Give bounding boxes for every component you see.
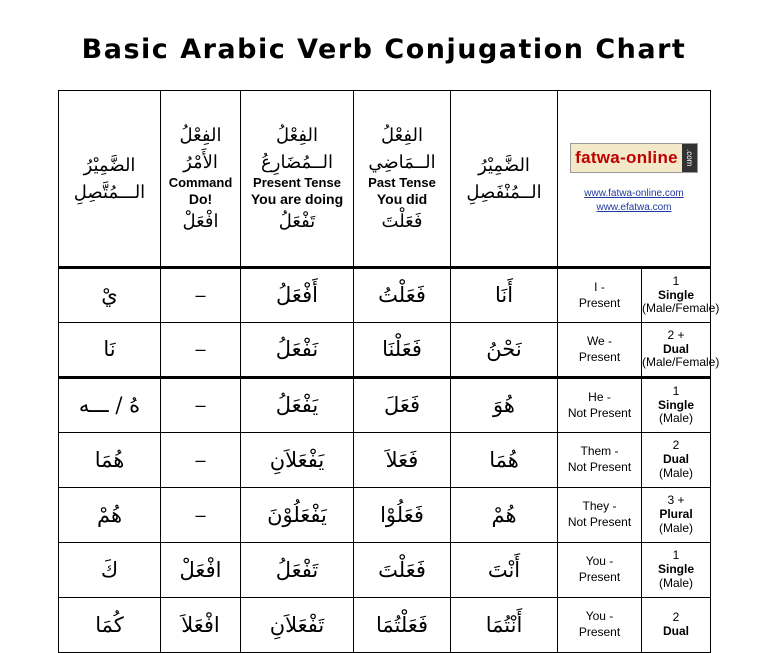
command-form: افْعَلاَ <box>181 612 220 637</box>
tense-label: Present <box>578 625 621 639</box>
detached-pronoun: هُوَ <box>493 393 515 418</box>
past-cell <box>354 543 451 598</box>
person-cell <box>558 268 642 323</box>
count-label: 2 <box>672 610 680 625</box>
table-row <box>59 378 711 433</box>
past-form: فَعَلْتَ <box>378 557 426 582</box>
attached-pronoun-cell <box>59 598 161 653</box>
pronoun-cell <box>451 323 558 378</box>
present-form: نَفْعَلُ <box>275 337 319 362</box>
command-form: – <box>195 395 206 415</box>
present-form: يَفْعَلُوْنَ <box>267 502 327 527</box>
person-cell <box>558 323 642 378</box>
person-cell <box>558 433 642 488</box>
detached-pronoun: نَحْنُ <box>486 337 522 362</box>
number-cell <box>642 378 711 433</box>
fatwa-online-logo[interactable]: fatwa-online .com <box>570 143 698 173</box>
attached-pronoun-cell <box>59 323 161 378</box>
number-label: Dual <box>662 452 689 467</box>
past-form: فَعَلُوْا <box>380 502 424 527</box>
present-form: أَفْعَلُ <box>276 283 318 308</box>
tense-label: Not Present <box>567 515 632 529</box>
attached-pronoun: كُمَا <box>95 612 124 637</box>
present-cell <box>241 378 354 433</box>
number-cell <box>642 268 720 323</box>
gender-label: (Male) <box>658 520 693 535</box>
number-cell <box>642 433 711 488</box>
person-label: They - <box>582 499 617 514</box>
attached-pronoun: يْ <box>101 283 118 308</box>
header-attached-pronoun: الضَّمِيْرُ الـــمُتَّصِلِ <box>59 91 161 268</box>
number-label: Single <box>657 287 694 302</box>
command-form: – <box>195 339 206 359</box>
command-form: – <box>195 285 206 305</box>
past-cell <box>354 323 451 378</box>
gender-label: (Male/Female) <box>642 301 720 316</box>
detached-pronoun: هُمَا <box>489 447 519 472</box>
table-row <box>59 543 711 598</box>
command-cell <box>161 543 241 598</box>
detached-pronoun: هُمْ <box>491 502 517 527</box>
attached-pronoun-cell <box>59 433 161 488</box>
number-cell <box>642 598 711 653</box>
present-form: يَفْعَلاَنِ <box>269 447 325 472</box>
link-efatwa[interactable]: www.efatwa.com <box>596 201 672 213</box>
header-detached-pronoun: الضَّمِيْرُ الــمُنْفَصِلِ <box>451 91 558 268</box>
number-label: Dual <box>662 341 689 356</box>
present-cell <box>241 433 354 488</box>
person-cell <box>558 488 642 543</box>
number-cell <box>642 323 720 378</box>
past-form: فَعَلْتُمَا <box>376 612 428 637</box>
page-title: Basic Arabic Verb Conjugation Chart <box>81 34 687 65</box>
header-logo-cell <box>558 91 711 268</box>
header-command: الفِعْلُ الأَمْرُ Command Do! افْعَلْ <box>161 91 241 268</box>
present-form: يَفْعَلُ <box>275 393 319 418</box>
table-row <box>59 488 711 543</box>
past-form: فَعَلَ <box>383 393 421 418</box>
attached-pronoun: هُ / ـــه <box>78 393 141 418</box>
number-label: Single <box>657 397 694 412</box>
command-cell <box>161 268 241 323</box>
tense-label: Present <box>578 295 621 310</box>
link-fatwa-online[interactable]: www.fatwa-online.com <box>584 187 684 199</box>
count-label: 1 <box>672 383 680 398</box>
present-cell <box>241 543 354 598</box>
past-cell <box>354 268 451 323</box>
command-cell <box>161 598 241 653</box>
command-form: – <box>195 449 206 470</box>
past-cell <box>354 378 451 433</box>
count-label: 2 + <box>667 327 685 342</box>
table-row <box>59 433 711 488</box>
pronoun-cell <box>451 543 558 598</box>
number-label: Single <box>657 562 694 577</box>
attached-pronoun: كَ <box>100 557 119 582</box>
present-cell <box>241 268 354 323</box>
count-label: 1 <box>672 273 680 288</box>
command-cell <box>161 433 241 488</box>
gender-label: (Male) <box>658 411 693 426</box>
number-cell <box>642 488 711 543</box>
past-form: فَعَلْتُ <box>378 283 426 308</box>
past-cell <box>354 598 451 653</box>
detached-pronoun: أَنْتُمَا <box>485 612 523 637</box>
present-cell <box>241 323 354 378</box>
number-label: Plural <box>659 507 693 522</box>
attached-pronoun: هُمَا <box>94 447 125 472</box>
command-form: – <box>195 504 206 525</box>
gender-label: (Male) <box>658 465 693 480</box>
table-row <box>59 323 711 378</box>
past-form: فَعَلْنَا <box>382 337 422 362</box>
pronoun-cell <box>451 433 558 488</box>
table-row <box>59 598 711 653</box>
command-cell <box>161 378 241 433</box>
gender-label: (Male/Female) <box>642 355 720 370</box>
attached-pronoun-cell <box>59 488 161 543</box>
header-row <box>59 91 711 268</box>
tense-label: Not Present <box>567 460 632 474</box>
person-cell <box>558 598 642 653</box>
command-cell <box>161 488 241 543</box>
past-cell <box>354 433 451 488</box>
past-cell <box>354 488 451 543</box>
person-label: Them - <box>580 444 619 459</box>
number-cell <box>642 543 711 598</box>
present-cell <box>241 598 354 653</box>
count-label: 1 <box>672 548 680 563</box>
past-form: فَعَلاَ <box>385 447 419 472</box>
attached-pronoun: هُمْ <box>96 502 123 527</box>
detached-pronoun: أَنَا <box>494 283 514 308</box>
pronoun-cell <box>451 598 558 653</box>
present-form: تَفْعَلُ <box>275 557 319 582</box>
attached-pronoun-cell <box>59 378 161 433</box>
pronoun-cell <box>451 378 558 433</box>
detached-pronoun: أَنْتَ <box>487 557 521 582</box>
person-label: I - <box>594 279 605 294</box>
person-cell <box>558 543 642 598</box>
person-cell <box>558 378 642 433</box>
gender-label: (Male) <box>658 575 693 590</box>
person-label: You - <box>585 554 614 569</box>
conjugation-table <box>58 90 720 653</box>
tense-label: Present <box>578 349 621 364</box>
count-label: 3 + <box>667 493 685 508</box>
present-form: تَفْعَلاَنِ <box>269 612 325 637</box>
number-label: Dual <box>662 624 689 638</box>
tense-label: Present <box>578 570 621 584</box>
pronoun-cell <box>451 488 558 543</box>
command-cell <box>161 323 241 378</box>
person-label: We - <box>586 333 613 348</box>
present-cell <box>241 488 354 543</box>
person-label: He - <box>588 389 611 404</box>
attached-pronoun-cell <box>59 268 161 323</box>
count-label: 2 <box>672 438 680 453</box>
header-past: الفِعْلُ الــمَاضِي Past Tense You did فَعَلْتَ <box>354 91 451 268</box>
command-form: افْعَلْ <box>179 557 222 582</box>
pronoun-cell <box>451 268 558 323</box>
tense-label: Not Present <box>567 405 632 420</box>
attached-pronoun: نَا <box>103 337 116 362</box>
table-row <box>59 268 711 323</box>
person-label: You - <box>585 609 614 624</box>
header-present: الفِعْلُ الــمُضَارِعُ Present Tense You are doing تَفْعَلُ <box>241 91 354 268</box>
attached-pronoun-cell <box>59 543 161 598</box>
